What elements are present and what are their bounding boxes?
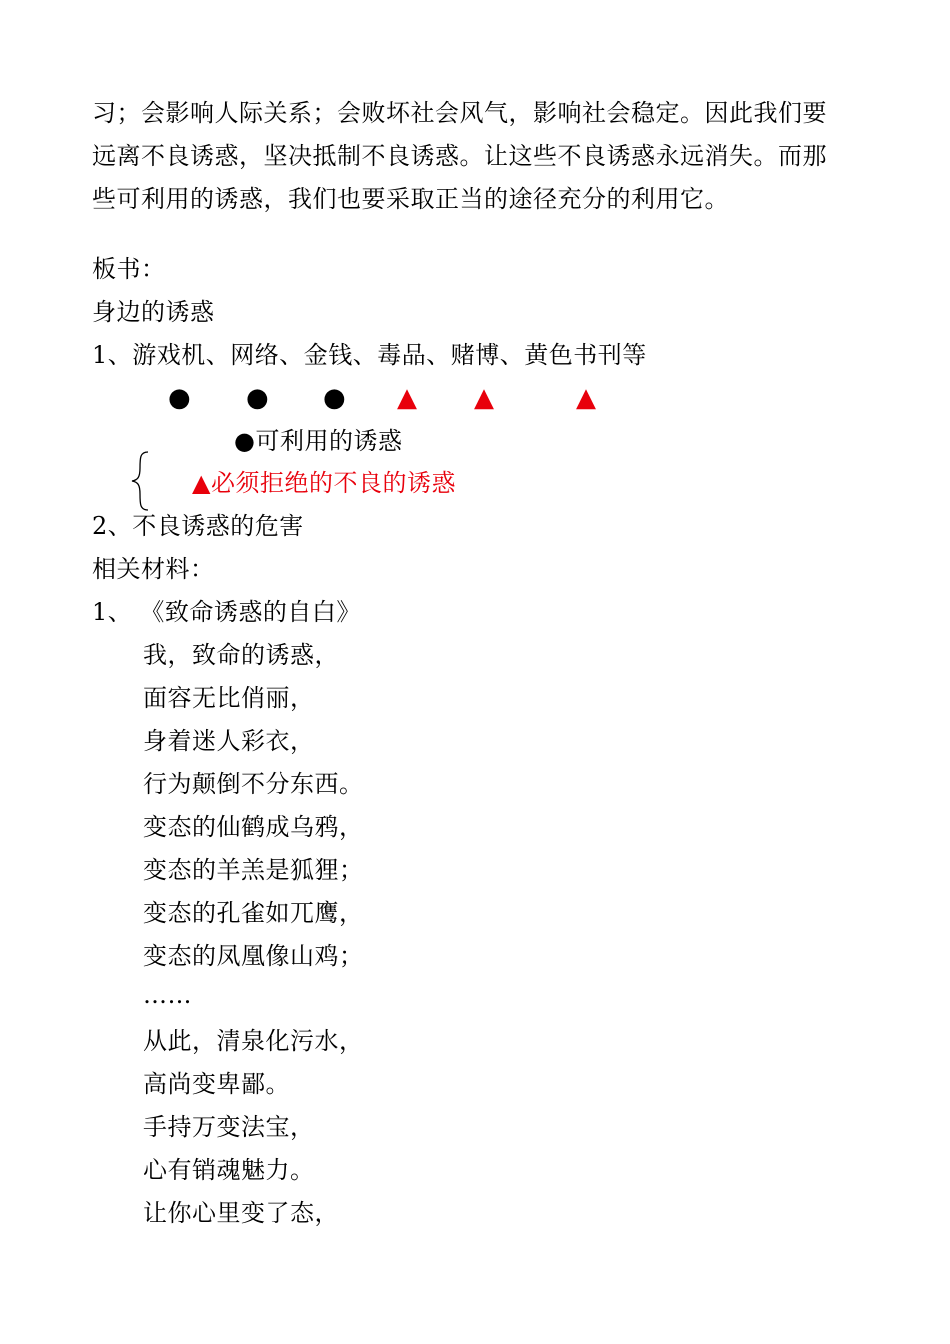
board-item-2: 2、不良诱惑的危害 [92,512,304,540]
materials-heading: 相关材料： [92,555,215,583]
usable-marker-2: ● [246,383,269,413]
poem-line: 变态的羊羔是狐狸； [143,856,364,884]
poem-ellipsis: …… [143,981,192,1009]
poem-line: 心有销魂魅力。 [143,1156,315,1184]
paragraph-line-2: 远离不良诱惑，坚决抵制不良诱惑。让这些不良诱惑永远消失。而那 [92,142,827,170]
reject-marker-3: ▲ [576,383,596,413]
poem-line: 高尚变卑鄙。 [143,1070,290,1098]
poem-line: 从此，清泉化污水， [143,1027,364,1055]
legend-usable: ●可利用的诱惑 [234,427,403,455]
usable-marker-1: ● [168,383,191,413]
board-title: 身边的诱惑 [92,298,215,326]
board-item-1: 1、游戏机、网络、金钱、毒品、赌博、黄色书刊等 [92,341,647,369]
paragraph-line-1: 习；会影响人际关系；会败坏社会风气，影响社会稳定。因此我们要 [92,99,827,127]
usable-marker-3: ● [323,383,346,413]
material-item-1-title: 1、 《致命诱惑的自白》 [92,598,361,626]
poem-line: 让你心里变了态， [143,1199,339,1227]
poem-line: 变态的孔雀如兀鹰， [143,899,364,927]
board-heading: 板书： [92,255,166,283]
poem-line: 行为颠倒不分东西。 [143,770,364,798]
poem-line: 变态的仙鹤成乌鸦， [143,813,364,841]
legend-reject: ▲必须拒绝的不良的诱惑 [192,469,456,497]
poem-line: 变态的凤凰像山鸡； [143,942,364,970]
paragraph-line-3: 些可利用的诱惑，我们也要采取正当的途径充分的利用它。 [92,185,729,213]
reject-marker-1: ▲ [397,383,417,413]
poem-line: 身着迷人彩衣， [143,727,315,755]
poem-line: 我，致命的诱惑， [143,641,339,669]
curly-brace-icon [128,450,156,512]
poem-line: 手持万变法宝， [143,1113,315,1141]
poem-line: 面容无比俏丽， [143,684,315,712]
reject-marker-2: ▲ [474,383,494,413]
